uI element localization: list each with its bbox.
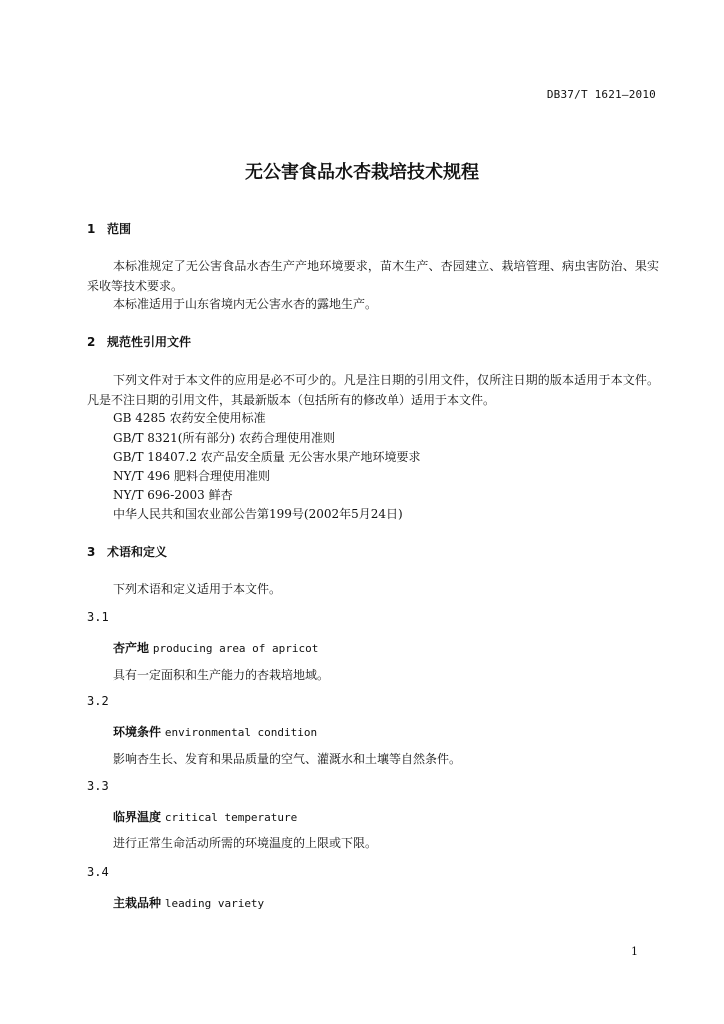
section-title: 规范性引用文件 [107,335,192,349]
section-title: 术语和定义 [107,545,168,559]
term-number: 3.3 [87,779,109,793]
section-number: 2 [87,335,96,349]
term-title [113,894,264,911]
term-chinese: 环境条件 [113,725,162,739]
section-heading-terms [87,543,167,560]
scope-paragraph-2: 本标准适用于山东省境内无公害水杏的露地生产。 [113,297,378,311]
section-heading-scope [87,220,131,237]
scope-paragraph-1: 本标准规定了无公害食品水杏生产产地环境要求，苗木生产、杏园建立、栽培管理、病虫害防治、果实采收等技术要求。 [87,259,659,293]
reference-item: GB/T 8321(所有部分) 农药合理使用准则 [113,431,335,445]
references-intro: 下列文件对于本文件的应用是必不可少的。凡是注日期的引用文件，仅所注日期的版本适用于本文件。凡是不注日期的引用文件，其最新版本（包括所有的修改单）适用于本文件。 [87,373,659,407]
term-number: 3.2 [87,694,109,708]
document-code: DB37/T 1621—2010 [546,88,656,101]
section-heading-references [87,333,191,350]
term-number: 3.1 [87,610,109,624]
reference-item: 中华人民共和国农业部公告第199号(2002年5月24日) [113,507,403,521]
page-number: 1 [631,945,638,958]
section-number: 3 [87,545,96,559]
term-title [113,639,318,656]
reference-item: NY/T 696-2003 鲜杏 [113,488,233,502]
section-title: 范围 [107,222,132,236]
term-english: leading variety [164,897,265,910]
document-title: 无公害食品水杏栽培技术规程 [245,162,479,183]
term-english: producing area of apricot [152,642,319,655]
term-definition: 具有一定面积和生产能力的杏栽培地域。 [113,668,330,682]
term-definition: 影响杏生长、发育和果品质量的空气、灌溉水和土壤等自然条件。 [113,752,462,766]
term-definition: 进行正常生命活动所需的环境温度的上限或下限。 [113,836,378,850]
term-chinese: 杏产地 [113,641,150,655]
term-number: 3.4 [87,865,109,879]
terms-intro: 下列术语和定义适用于本文件。 [113,582,282,596]
reference-item: NY/T 496 肥料合理使用准则 [113,469,271,483]
reference-item: GB/T 18407.2 农产品安全质量 无公害水果产地环境要求 [113,450,421,464]
term-chinese: 临界温度 [113,810,162,824]
term-title [113,808,297,825]
term-english: environmental condition [164,726,318,739]
term-title [113,723,317,740]
section-number: 1 [87,222,96,236]
reference-item: GB 4285 农药安全使用标准 [113,411,266,425]
term-chinese: 主栽品种 [113,896,162,910]
term-english: critical temperature [164,811,298,824]
